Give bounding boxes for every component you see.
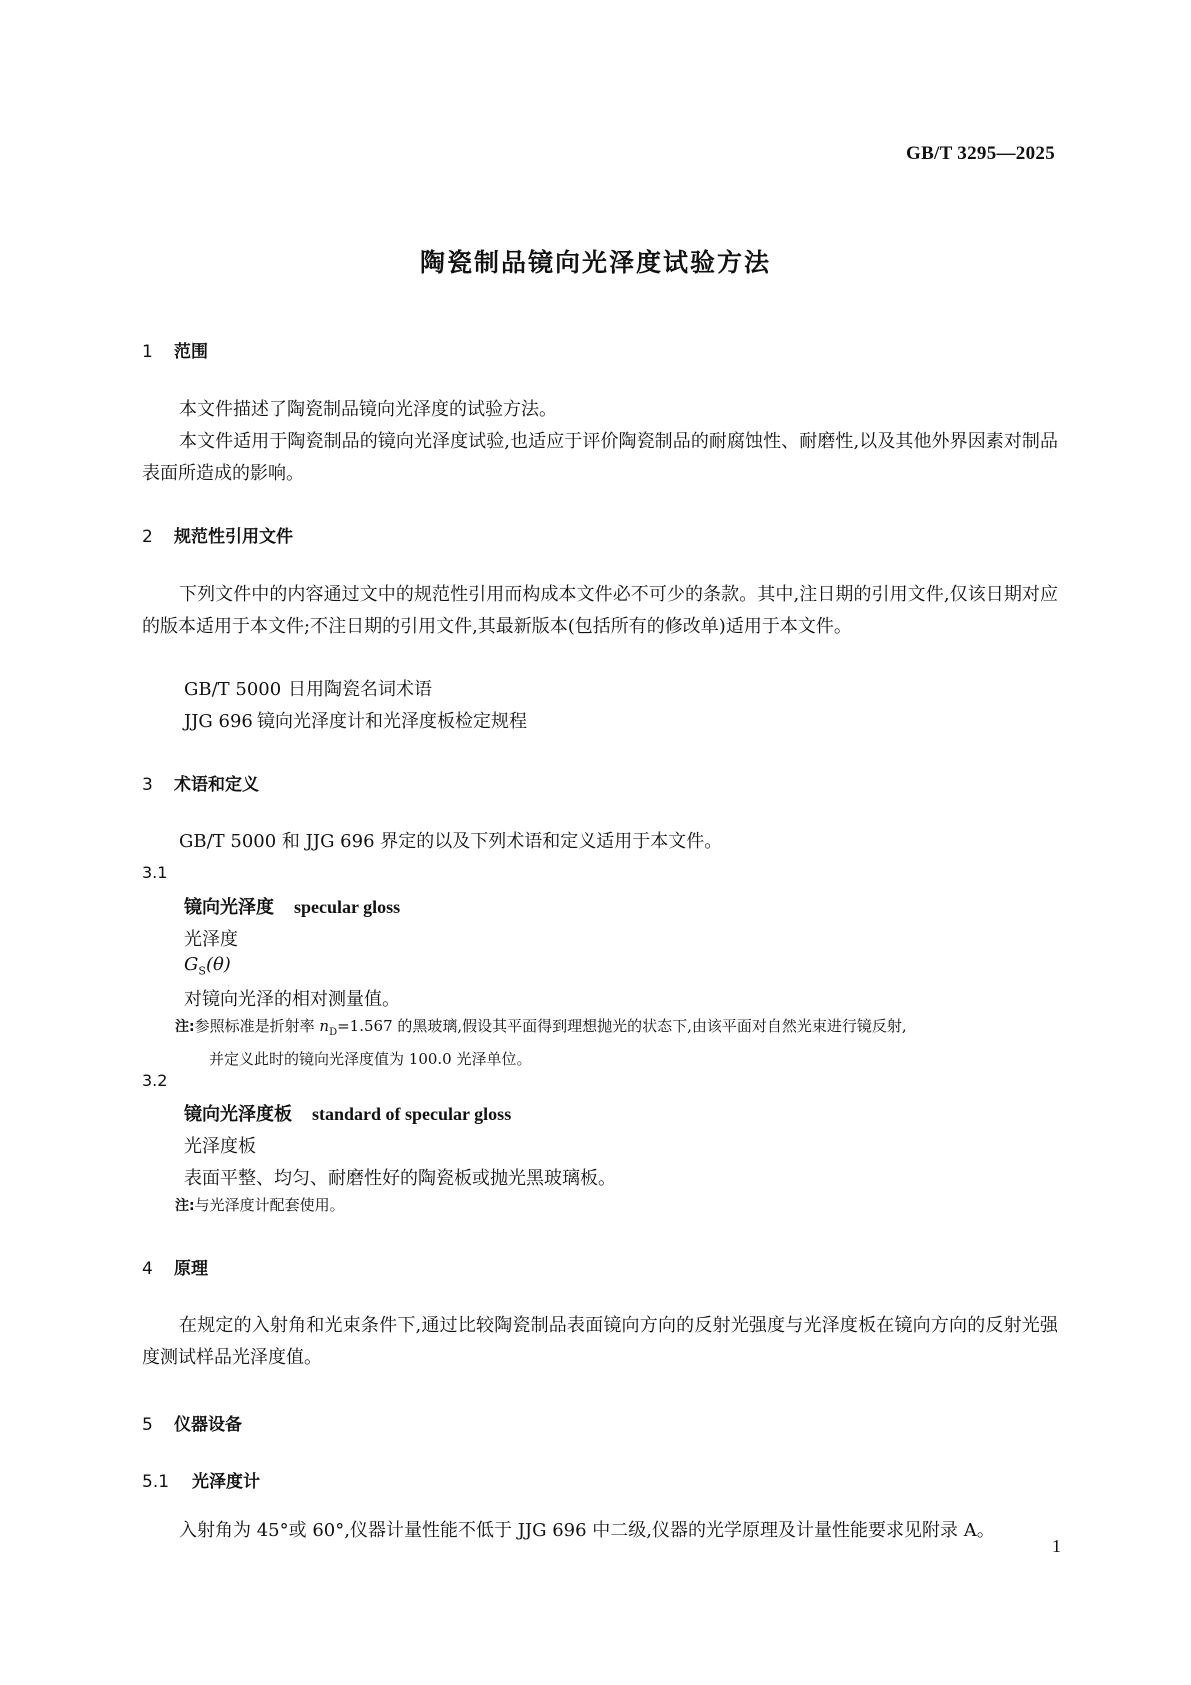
term-english: specular gloss: [294, 897, 401, 917]
reference-code: GB/T 5000: [184, 679, 282, 700]
section-title: 术语和定义: [174, 775, 259, 795]
term-note: 注:与光泽度计配套使用。: [175, 1196, 345, 1214]
term-alternative: 光泽度板: [184, 1136, 256, 1157]
term-english: standard of specular gloss: [312, 1104, 512, 1124]
section-title: 规范性引用文件: [174, 527, 293, 547]
section-2-heading: [142, 522, 293, 547]
section-title: 原理: [174, 1259, 208, 1279]
reference-item: [184, 675, 432, 701]
section-3-paragraph-1: GB/T 5000 和 JJG 696 界定的以及下列术语和定义适用于本文件。: [179, 831, 723, 852]
page-number: 1: [1052, 1536, 1061, 1556]
section-1-paragraph-2: 本文件适用于陶瓷制品的镜向光泽度试验,也适应于评价陶瓷制品的耐腐蚀性、耐磨性,以及其他外界因素对制品表面所造成的影响。: [142, 431, 1058, 484]
standard-code: GB/T 3295—2025: [905, 143, 1055, 164]
clause-number: 3.2: [142, 1071, 168, 1090]
term-chinese: 镜向光泽度: [184, 897, 274, 918]
section-number: 1: [142, 342, 153, 362]
section-4-paragraph-1: 在规定的入射角和光束条件下,通过比较陶瓷制品表面镜向方向的反射光强度与光泽度板在镜向方向的反射光强度测试样品光泽度值。: [142, 1315, 1058, 1368]
section-1-paragraph-1: 本文件描述了陶瓷制品镜向光泽度的试验方法。: [179, 399, 557, 420]
section-number: 2: [142, 527, 153, 547]
term-symbol: $G_S(\theta)$: [184, 954, 231, 978]
subsection-5-1-heading: [142, 1467, 260, 1492]
term-chinese: 镜向光泽度板: [184, 1104, 292, 1125]
reference-item: [184, 707, 527, 733]
section-1-heading: [142, 337, 208, 362]
section-number: 5.1: [142, 1472, 170, 1492]
term-alternative: 光泽度: [184, 929, 238, 950]
document-title: 陶瓷制品镜向光泽度试验方法: [419, 248, 771, 277]
clause-number: 3.1: [142, 863, 168, 882]
term-definition: 对镜向光泽的相对测量值。: [184, 989, 400, 1010]
section-title: 范围: [174, 342, 208, 362]
term-title: [184, 1100, 511, 1126]
term-note: 注:参照标准是折射率 $n_D=1.567$ 的黑玻璃,假设其平面得到理想抛光的状态下,由该平面对自然光束进行镜反射, 并定义此时的镜向光泽度值为 100.0 光泽单位。: [175, 1017, 907, 1068]
term-definition: 表面平整、均匀、耐磨性好的陶瓷板或抛光黑玻璃板。: [184, 1168, 616, 1189]
subsection-5-1-paragraph-1: 入射角为 45°或 60°,仪器计量性能不低于 JJG 696 中二级,仪器的光学原理及计量性能要求见附录 A。: [179, 1520, 995, 1541]
section-title: 仪器设备: [174, 1415, 242, 1435]
term-title: [184, 893, 400, 919]
section-number: 3: [142, 775, 153, 795]
note-label: 注:: [175, 1198, 195, 1214]
section-3-heading: [142, 770, 259, 795]
reference-title: 日用陶瓷名词术语: [288, 679, 432, 700]
note-label: 注:: [175, 1019, 195, 1035]
section-number: 4: [142, 1259, 153, 1279]
section-4-heading: [142, 1254, 208, 1279]
section-title: 光泽度计: [192, 1472, 260, 1492]
section-number: 5: [142, 1415, 153, 1435]
reference-title: 镜向光泽度计和光泽度板检定规程: [257, 711, 527, 732]
section-2-paragraph-1: 下列文件中的内容通过文中的规范性引用而构成本文件必不可少的条款。其中,注日期的引用文件,仅该日期对应的版本适用于本文件;不注日期的引用文件,其最新版本(包括所有的修改单)适用于本文件。: [142, 584, 1058, 637]
section-5-heading: [142, 1410, 242, 1435]
reference-code: JJG 696: [184, 711, 253, 732]
